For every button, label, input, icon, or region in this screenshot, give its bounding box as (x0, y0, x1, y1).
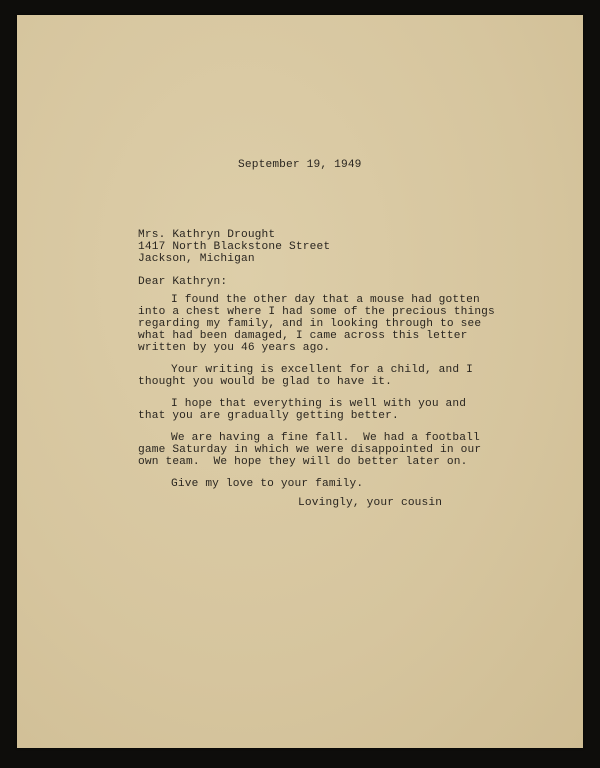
paragraph-line: Your writing is excellent for a child, and I (171, 364, 473, 376)
salutation: Dear Kathryn: (138, 276, 228, 288)
letter-date: September 19, 1949 (238, 159, 362, 171)
paragraph-line: what had been damaged, I came across this letter (138, 330, 468, 342)
paragraph-line: game Saturday in which we were disappointed in our (138, 444, 482, 456)
paragraph-line: into a chest where I had some of the precious things (138, 306, 495, 318)
paragraph-line: regarding my family, and in looking through to see (138, 318, 482, 330)
paragraph-line: written by you 46 years ago. (138, 342, 331, 354)
paragraph-line: Give my love to your family. (171, 478, 364, 490)
letter-page (17, 15, 583, 748)
paragraph-line: thought you would be glad to have it. (138, 376, 392, 388)
paragraph-line: We are having a fine fall. We had a football (171, 432, 480, 444)
recipient-city: Jackson, Michigan (138, 253, 255, 265)
paragraph-line: I hope that everything is well with you and (171, 398, 467, 410)
paragraph-line: own team. We hope they will do better later on. (138, 456, 468, 468)
recipient-street: 1417 North Blackstone Street (138, 241, 331, 253)
recipient-name: Mrs. Kathryn Drought (138, 229, 276, 241)
paragraph-line: I found the other day that a mouse had gotten (171, 294, 480, 306)
closing: Lovingly, your cousin (298, 497, 443, 509)
paragraph-line: that you are gradually getting better. (138, 410, 399, 422)
